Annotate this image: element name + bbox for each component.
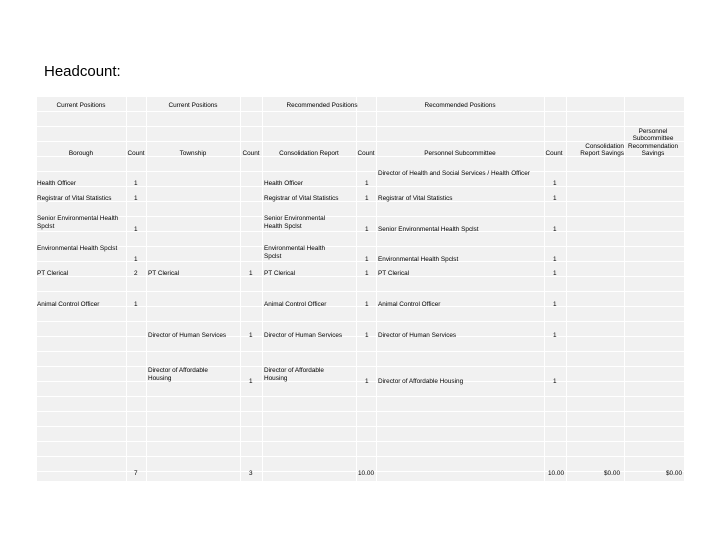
table-cell-count: 1 — [249, 332, 253, 339]
table-cell-personnel: Registrar of Vital Statistics — [378, 195, 453, 202]
table-cell-borough: Animal Control Officer — [37, 301, 100, 308]
table-cell-count: 1 — [134, 301, 138, 308]
table-cell-consolidation: Environmental Health Spclst — [264, 245, 326, 260]
table-cell-count: 1 — [365, 256, 369, 263]
table-cell-count: 1 — [134, 195, 138, 202]
table-cell-count: 1 — [553, 301, 557, 308]
table-cell-count: 1 — [553, 180, 557, 187]
table-cell-consolidation: Registrar of Vital Statistics — [264, 195, 339, 202]
table-cell-count: 1 — [365, 195, 369, 202]
table-cell-personnel: Director of Human Services — [378, 332, 457, 339]
total-count-township: 3 — [249, 470, 253, 477]
table-cell-count: 1 — [553, 195, 557, 202]
table-cell-count: 2 — [134, 270, 138, 277]
column-header-recommendation-savings: Personnel Subcommittee Recommendation Savings — [627, 127, 679, 158]
column-header-consolidation-report: Consolidation Report — [279, 150, 339, 157]
table-cell-consolidation: Director of Human Services — [264, 332, 343, 339]
table-cell-consolidation: Director of Affordable Housing — [264, 367, 324, 382]
table-cell-borough: Registrar of Vital Statistics — [37, 195, 112, 202]
page-title: Headcount: — [44, 63, 121, 80]
table-cell-count: 1 — [134, 226, 138, 233]
table-cell-township: Director of Affordable Housing — [148, 367, 208, 382]
table-cell-count: 1 — [553, 256, 557, 263]
table-cell-count: 1 — [365, 180, 369, 187]
table-cell-township: PT Clerical — [148, 270, 180, 277]
table-cell-count: 1 — [365, 226, 369, 233]
table-cell-count: 1 — [553, 332, 557, 339]
total-count-borough: 7 — [134, 470, 138, 477]
table-cell-count: 1 — [365, 332, 369, 339]
table-cell-count: 1 — [553, 378, 557, 385]
table-cell-personnel: Environmental Health Spclst — [378, 256, 459, 263]
table-cell-count: 1 — [134, 256, 138, 263]
total-count-personnel: 10.00 — [548, 470, 564, 477]
column-header-count: Count — [357, 150, 375, 157]
column-header-consolidation-report-savings: Consolidation Report Savings — [580, 142, 624, 158]
total-count-consolidation: 10.00 — [358, 470, 374, 477]
table-cell-borough: PT Clerical — [37, 270, 69, 277]
group-header-recommended-positions: Recommended Positions — [424, 102, 496, 109]
table-cell-personnel: PT Clerical — [378, 270, 410, 277]
table-cell-count: 1 — [134, 180, 138, 187]
table-cell-borough: Senior Environmental Health Spclst — [37, 215, 119, 230]
table-cell-personnel: Animal Control Officer — [378, 301, 441, 308]
table-cell-township: Director of Human Services — [148, 332, 227, 339]
column-header-borough: Borough — [68, 150, 94, 157]
column-header-count: Count — [545, 150, 563, 157]
column-header-count: Count — [242, 150, 260, 157]
table-cell-consolidation: Health Officer — [264, 180, 303, 187]
table-cell-count: 1 — [365, 270, 369, 277]
table-cell-count: 1 — [365, 378, 369, 385]
table-cell-count: 1 — [553, 270, 557, 277]
table-cell-count: 1 — [365, 301, 369, 308]
column-header-township: Township — [179, 150, 207, 157]
table-cell-borough: Environmental Health Spclst — [37, 245, 118, 252]
table-cell-consolidation: Animal Control Officer — [264, 301, 327, 308]
table-cell-personnel: Senior Environmental Health Spclst — [378, 226, 479, 233]
table-cell-consolidation: Senior Environmental Health Spclst — [264, 215, 326, 230]
group-header-current-positions: Current Positions — [168, 102, 218, 109]
total-consolidation-savings: $0.00 — [604, 470, 620, 477]
column-header-count: Count — [127, 150, 145, 157]
table-cell-consolidation: PT Clerical — [264, 270, 296, 277]
table-cell-count: 1 — [249, 270, 253, 277]
table-cell-count: 1 — [553, 226, 557, 233]
table-cell-count: 1 — [249, 378, 253, 385]
total-recommendation-savings: $0.00 — [666, 470, 682, 477]
table-cell-borough: Health Officer — [37, 180, 76, 187]
group-header-recommended-positions: Recommended Positions — [286, 102, 358, 109]
table-cell-personnel: Director of Health and Social Services / Health Officer — [378, 170, 530, 177]
column-header-personnel-subcommittee: Personnel Subcommittee — [424, 150, 496, 157]
table-cell-personnel: Director of Affordable Housing — [378, 378, 464, 385]
group-header-current-positions: Current Positions — [56, 102, 106, 109]
